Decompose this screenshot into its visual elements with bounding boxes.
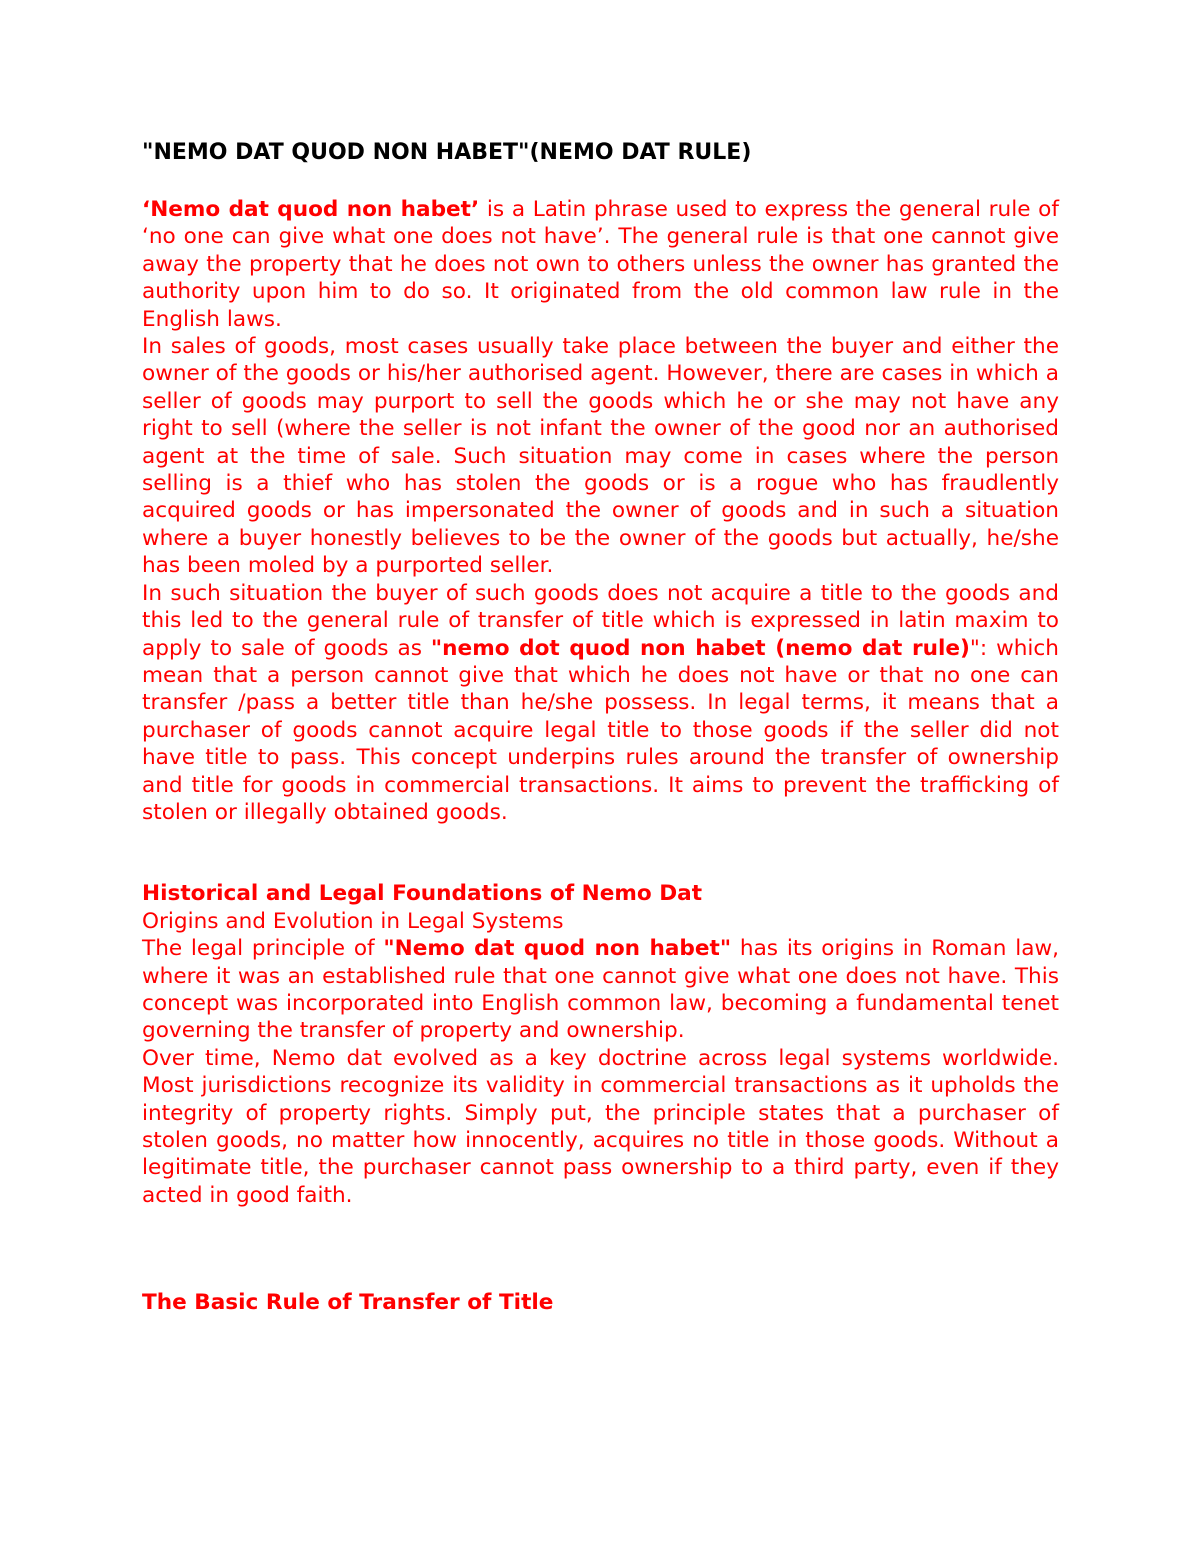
- section-heading-historical: Historical and Legal Foundations of Nemo Dat: [142, 881, 703, 907]
- rule-text-after: ": which mean that a person cannot give that which he does not have or that no one can transfer /pass a better title than he/she possess. In legal terms, it means that a purchaser of goods cannot acquire legal title to those goods if the seller did not have title to pass. This concept underpins rules around the transfer of ownership and title for goods in commercial transactions. It aims to prevent the trafficking of stolen or illegally obtained goods.: [142, 635, 1059, 825]
- rule-maxim: "nemo dot quod non habet (nemo dat rule): [430, 635, 970, 661]
- intro-text: is a Latin phrase used to express the general rule of ‘no one can give what one does not have’. The general rule is that one cannot give away the property that he does not own to others unless the owner has granted the authority upon him to do so. It originated from the old common law rule in the English laws.: [142, 197, 1059, 332]
- section-subheading-origins: Origins and Evolution in Legal Systems: [142, 908, 564, 934]
- evolution-paragraph: Over time, Nemo dat evolved as a key doctrine across legal systems worldwide. Most jurisdictions recognize its validity in commercial transactions as it upholds the integrity of property rights. Simply put, the principle states that a purchaser of stolen goods, no matter how innocently, acquires no title in those goods. Without a legitimate title, the purchaser cannot pass ownership to a third party, even if they acted in good faith.: [142, 1045, 1059, 1208]
- intro-paragraph: [142, 196, 1059, 333]
- latin-term: ‘Nemo dat quod non habet’: [142, 197, 480, 222]
- rule-text-before: In such situation the buyer of such goods does not acquire a title to the goods and this led to the general rule of transfer of title which is expressed in latin maxim to apply to sale of goods as: [142, 580, 1059, 661]
- origins-paragraph: [142, 935, 1059, 1045]
- nemo-dat-rule-paragraph: [142, 580, 1059, 827]
- origins-text-after: has its origins in Roman law, where it was an established rule that one cannot give what one does not have. This concept was incorporated into English common law, becoming a fundamental tenet governing the transfer of property and ownership.: [142, 936, 1059, 1044]
- origins-text-before: The legal principle of: [142, 936, 384, 962]
- sales-of-goods-paragraph: In sales of goods, most cases usually take place between the buyer and either the owner of the goods or his/her authorised agent. However, there are cases in which a seller of goods may purport to sell the goods which he or she may not have any right to sell (where the seller is not infant the owner of the good nor an authorised agent at the time of sale. Such situation may come in cases where the person selling is a thief who has stolen the goods or is a rogue who has fraudlently acquired goods or has impersonated the owner of goods and in such a situation where a buyer honestly believes to be the owner of the goods but actually, he/she has been moled by a purported seller.: [142, 334, 1059, 579]
- document-title: "NEMO DAT QUOD NON HABET"(NEMO DAT RULE): [142, 140, 752, 165]
- section-heading-basic-rule: The Basic Rule of Transfer of Title: [142, 1290, 554, 1316]
- document-page: [142, 139, 1059, 1317]
- origins-maxim: "Nemo dat quod non habet": [383, 936, 732, 962]
